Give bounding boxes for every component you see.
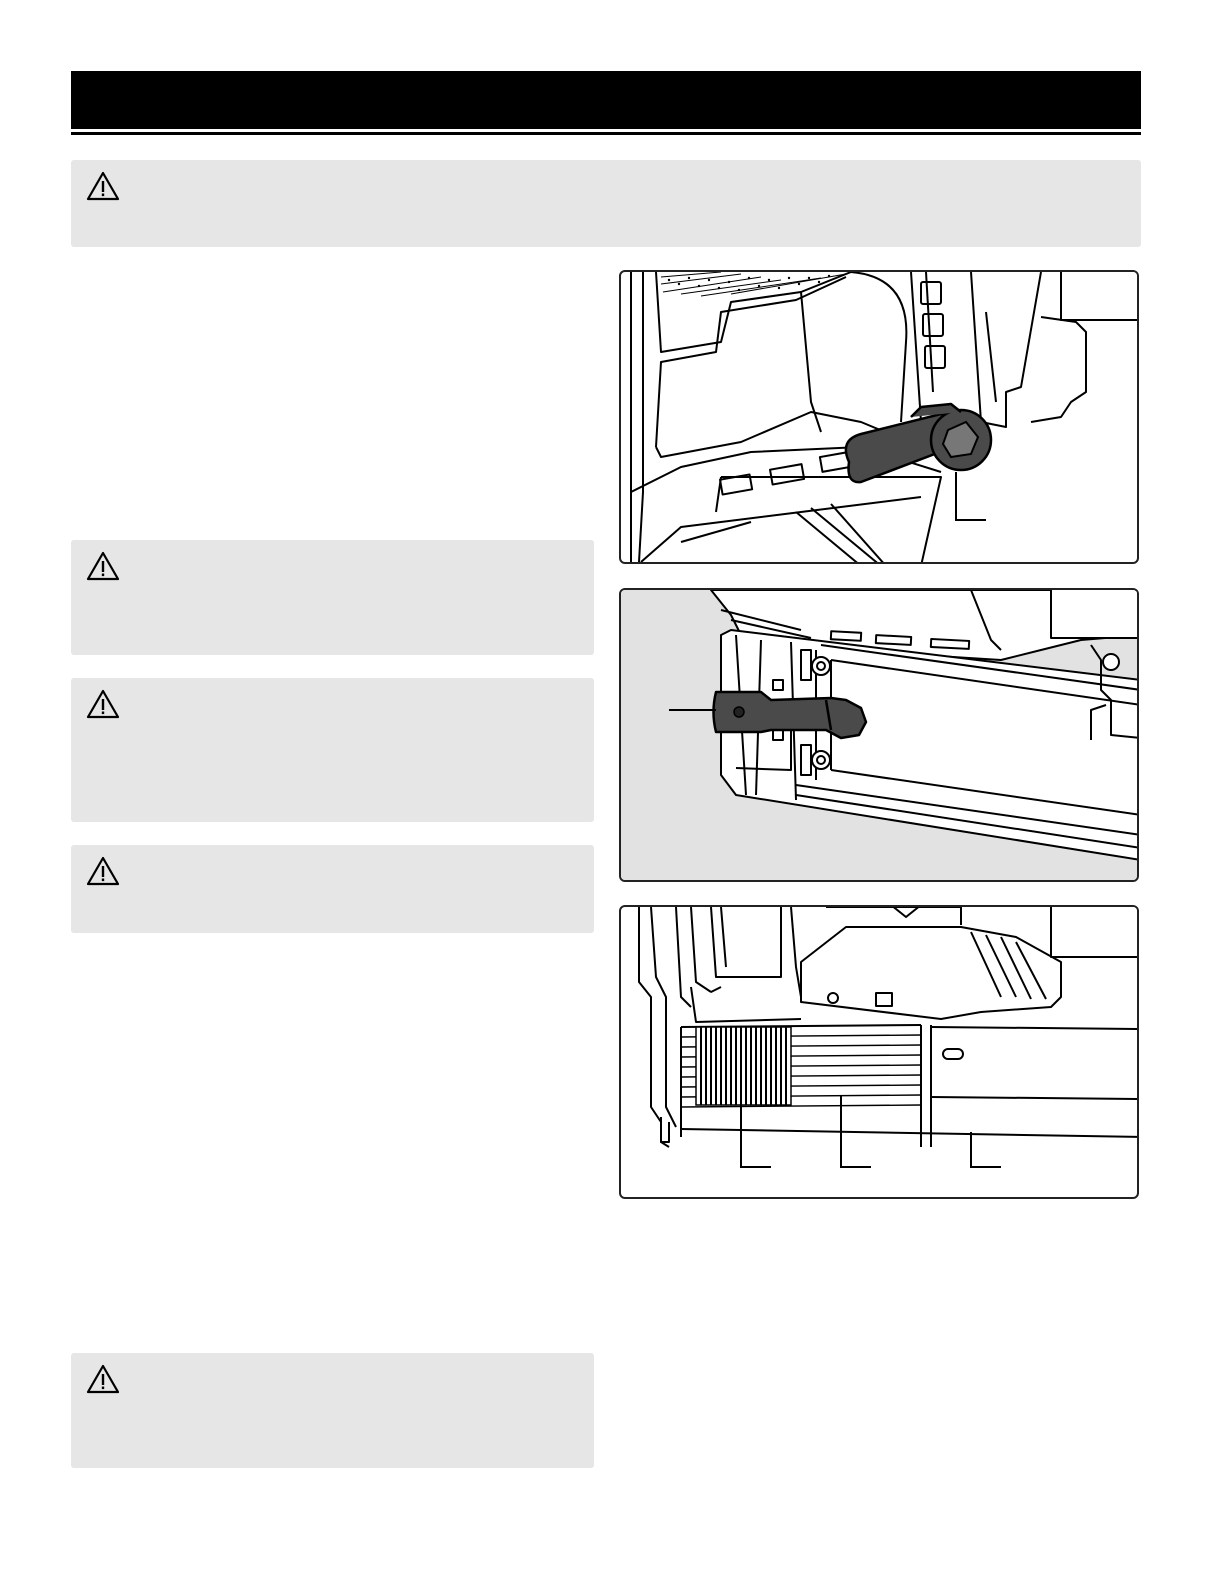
magazine-latch-illustration [621, 590, 1139, 882]
warning-box-5 [71, 1353, 594, 1468]
figure-magazine-latch [619, 588, 1139, 882]
warning-box-3 [71, 678, 594, 822]
header-divider [71, 132, 1141, 135]
warning-box-top [71, 160, 1141, 247]
warning-triangle-icon [86, 856, 120, 886]
depth-lever-illustration [621, 272, 1139, 564]
nail-strip-illustration [621, 907, 1139, 1199]
warning-box-4 [71, 845, 594, 933]
warning-triangle-icon [86, 551, 120, 581]
figure-depth-lever [619, 270, 1139, 564]
warning-triangle-icon [86, 1364, 120, 1394]
section-header-bar [71, 71, 1141, 129]
warning-triangle-icon [86, 171, 120, 201]
figure-nail-strip [619, 905, 1139, 1199]
warning-triangle-icon [86, 689, 120, 719]
warning-box-2 [71, 540, 594, 655]
